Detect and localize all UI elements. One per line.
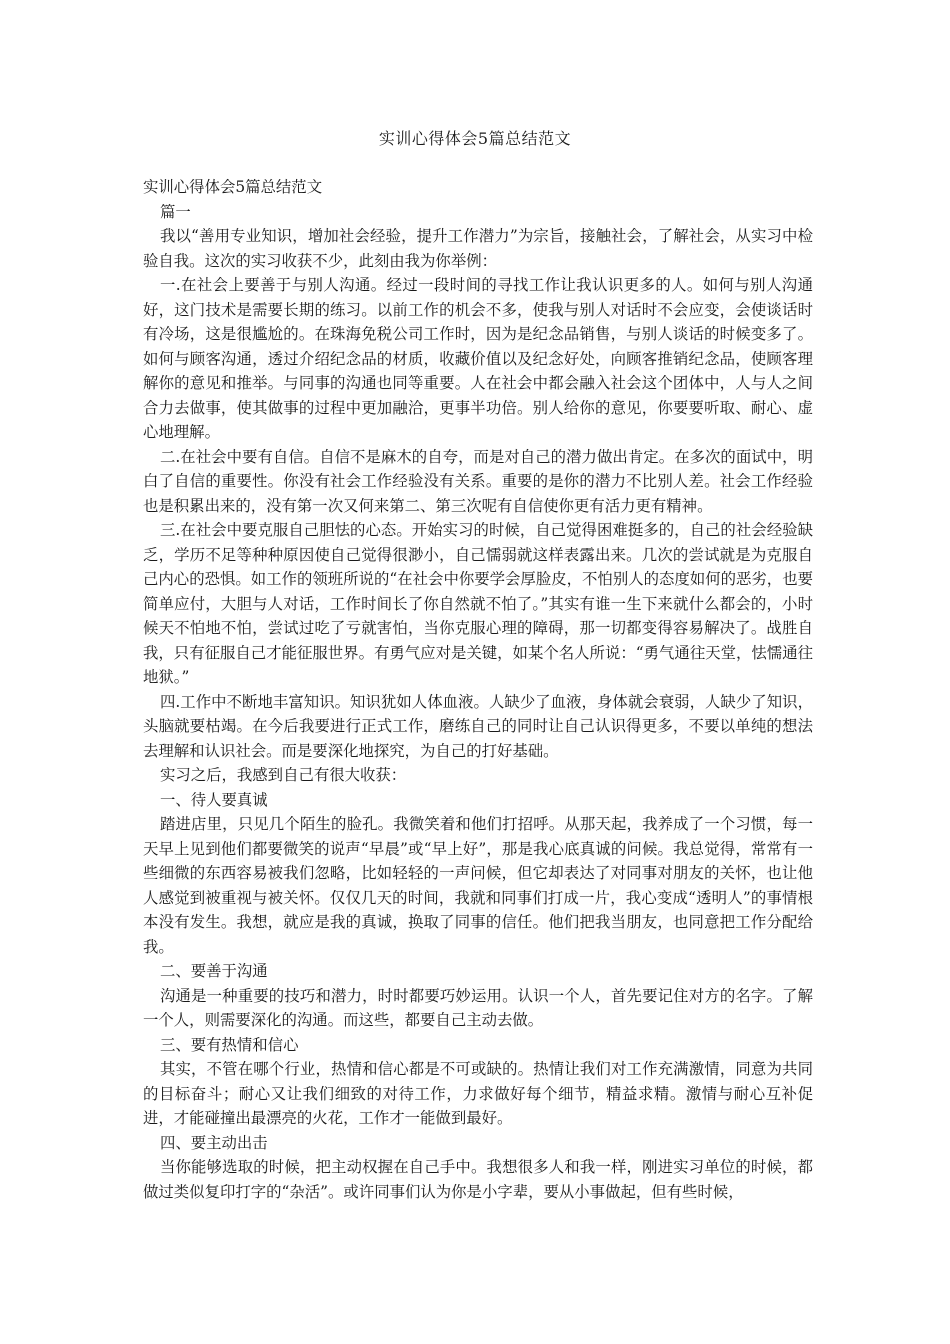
document-title: 实训心得体会5篇总结范文 [378,129,572,148]
body-paragraph: 篇一 [159,202,191,221]
body-paragraph: 实习之后，我感到自己有很大收获： [159,766,407,784]
body-paragraph: 二、要善于沟通 [159,962,268,980]
body-paragraph: 一.在社会上要善于与别人沟通。经过一段时间的寻找工作让我认识更多的人。如何与别人沟通好，这门技术是需要长期的练习。以前工作的机会不多，使我与别人对话时不会应变，会使谈话时有冷场，这是很尴尬的。在珠海免税公司工作时，因为是纪念品销售，与别人谈话的时候变多了。如何与顾客沟通，透过介绍纪念品的材质，收藏价值以及纪念好处，向顾客推销纪念品，使顾客理解你的意见和推举。与同事的沟通也同等重要。人在社会中都会融入社会这个团体中，人与人之间合力去做事，使其做事的过程中更加融洽，更事半功倍。别人给你的意见，你要要听取、耐心、虚心地理解。 [143,276,813,441]
document-subtitle: 实训心得体会5篇总结范文 [143,178,323,196]
body-paragraph: 三、要有热情和信心 [159,1035,299,1054]
body-paragraph: 我以“善用专业知识，增加社会经验，提升工作潜力”为宗旨，接触社会，了解社会，从实习中检验自我。这次的实习收获不少，此刻由我为你举例： [143,227,813,270]
body-paragraph: 四.工作中不断地丰富知识。知识犹如人体血液。人缺少了血液，身体就会衰弱，人缺少了知识，头脑就要枯竭。在今后我要进行正式工作，磨练自己的同时让自己认识得更多，不要以单纯的想法去理解和认识社会。而是要深化地探究，为自己的打好基础。 [143,692,813,760]
body-paragraph: 四、要主动出击 [159,1133,268,1152]
body-paragraph: 其实，不管在哪个行业，热情和信心都是不可或缺的。热情让我们对工作充满激情，同意为共同的目标奋斗；耐心又让我们细致的对待工作，力求做好每个细节，精益求精。激情与耐心互补促进，才能碰撞出最漂亮的火花，工作才一能做到最好。 [143,1060,813,1127]
body-paragraph: 当你能够选取的时候，把主动权握在自己手中。我想很多人和我一样，刚进实习单位的时候，都做过类似复印打字的“杂活”。或许同事们认为你是小字辈，要从小事做起，但有些时候， [143,1158,813,1201]
body-paragraph: 二.在社会中要有自信。自信不是麻木的自夸，而是对自己的潜力做出肯定。在多次的面试中，明白了自信的重要性。你没有社会工作经验没有关系。重要的是你的潜力不比别人差。社会工作经验也是积累出来的，没有第一次又何来第二、第三次呢有自信使你更有活力更有精神。 [143,447,813,515]
body-paragraph: 踏进店里，只见几个陌生的脸孔。我微笑着和他们打招呼。从那天起，我养成了一个习惯，每一天早上见到他们都要微笑的说声“早晨”或“早上好”，那是我心底真诚的问候。我总觉得，常常有一些细微的东西容易被我们忽略，比如轻轻的一声问候，但它却表达了对同事对朋友的关怀，也让他人感觉到被重视与被关怀。仅仅几天的时间，我就和同事们打成一片，我心变成“透明人”的事情根本没有发生。我想，就应是我的真诚，换取了同事的信任。他们把我当朋友，也同意把工作分配给我。 [143,815,813,956]
body-paragraph: 一、待人要真诚 [159,790,268,809]
body-paragraph: 三.在社会中要克服自己胆怯的心态。开始实习的时候，自己觉得困难挺多的，自己的社会经验缺乏，学历不足等种种原因使自己觉得很渺小，自己懦弱就这样表露出来。几次的尝试就是为克服自己内心的恐惧。如工作的领班所说的“在社会中你要学会厚脸皮，不怕别人的态度如何的恶劣，也要简单应付，大胆与人对话，工作时间长了你自然就不怕了。”其实有谁一生下来就什么都会的，小时候天不怕地不怕，尝试过吃了亏就害怕，当你克服心理的障碍，那一切都变得容易解决了。战胜自我，只有征服自己才能征服世界。有勇气应对是关键，如某个名人所说：“勇气通往天堂，怯懦通往地狱。” [143,521,813,686]
document-body [143,175,813,1204]
body-paragraph: 沟通是一种重要的技巧和潜力，时时都要巧妙运用。认识一个人，首先要记住对方的名字。了解一个人，则需要深化的沟通。而这些，都要自己主动去做。 [143,986,813,1029]
